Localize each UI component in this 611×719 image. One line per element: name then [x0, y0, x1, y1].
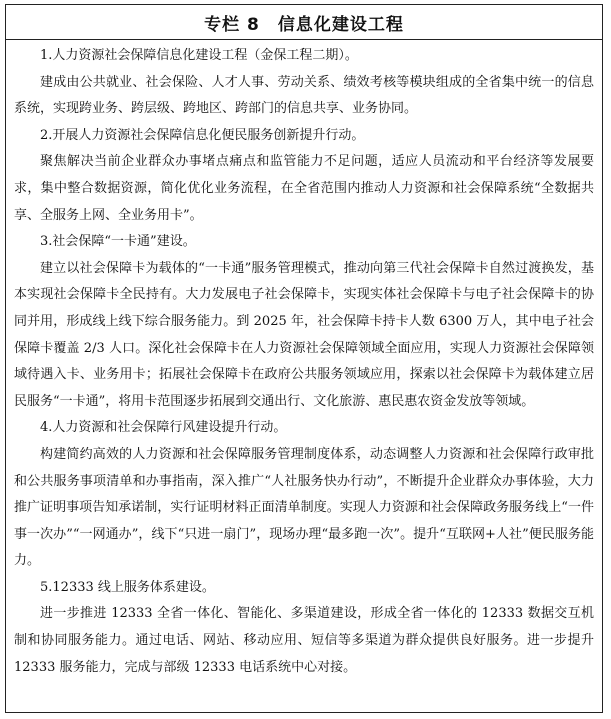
section-heading: 1.人力资源社会保障信息化建设工程（金保工程二期）。 — [40, 48, 358, 63]
section-heading: 2.开展人力资源社会保障信息化便民服务创新提升行动。 — [40, 127, 365, 143]
section-heading: 5.12333 线上服务体系建设。 — [40, 579, 215, 595]
section-paragraph: 建成由公共就业、社会保险、人才人事、劳动关系、绩效考核等模块组成的全省集中统一的信息系统，实现跨业务、跨层级、跨地区、跨部门的信息共享、业务协同。 — [14, 74, 594, 117]
section-paragraph: 构建简约高效的人力资源和社会保障服务管理制度体系，动态调整人力资源和社会保障行政审批和公共服务事项清单和办事指南，深入推广“人社服务快办行动”，不断提升企业群众办事体验，大力推广证明事项告知承诺制，实行证明材料正面清单制度。实现人力资源和社会保障政务服务线上“一件事一次办”“一网通办”，线下“只进一扇门”，现场办理“最多跑一次”。提升“互联网+人社”便民服务能力。 — [14, 446, 594, 569]
feature-box — [5, 4, 603, 713]
section-paragraph: 进一步推进 12333 全省一体化、智能化、多渠道建设，形成全省一体化的 12333 数据交互机制和协同服务能力。通过电话、网站、移动应用、短信等多渠道为群众提供良好服务。进一步提升 12333 服务能力，完成与部级 12333 电话系统中心对接。 — [14, 606, 594, 675]
section-heading: 4.人力资源和社会保障行风建设提升行动。 — [40, 420, 287, 436]
box-title: 专栏 8 信息化建设工程 — [6, 5, 602, 40]
section-paragraph: 建立以社会保障卡为载体的“一卡通”服务管理模式，推动向第三代社会保障卡自然过渡换发，基本实现社会保障卡全民持有。大力发展电子社会保障卡，实现实体社会保障卡与电子社会保障卡的协同并用，形成线上线下综合服务能力。到 2025 年，社会保障卡持卡人数 6300 万人，其中电子社会保障卡覆盖 2/3 人口。深化社会保障卡在人力资源社会保障领域全面应用，实现人力资源社会保障领域待遇入卡、业务用卡；拓展社会保障卡在政府公共服务领域应用，探索以社会保障卡为载体建立居民服务“一卡通”，将用卡范围逐步拓展到交通出行、文化旅游、惠民惠农资金发放等领域。 — [14, 260, 594, 409]
section-paragraph: 聚焦解决当前企业群众办事堵点痛点和监管能力不足问题，适应人员流动和平台经济等发展要求，集中整合数据资源，简化优化业务流程，在全省范围内推动人力资源和社会保障系统“全数据共享、全服务上网、全业务用卡”。 — [14, 154, 594, 223]
box-content — [6, 40, 602, 681]
section-heading: 3.社会保障“一卡通”建设。 — [40, 234, 196, 250]
